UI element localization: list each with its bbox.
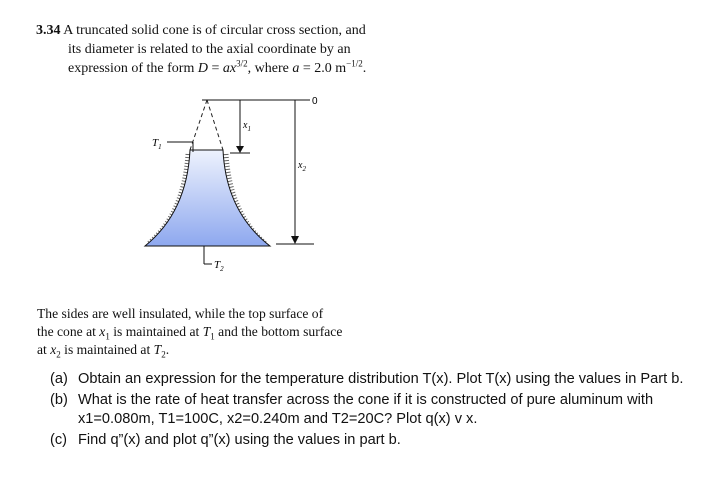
question-text: What is the rate of heat transfer across the cone if it is constructed of pure aluminum with x1=0.080m, T1=100C, x2=0.240m and T2=20C? Plot q(x) v x. bbox=[78, 391, 654, 427]
x1-arrowhead bbox=[236, 146, 244, 153]
problem-statement bbox=[36, 21, 426, 78]
paragraph-line-2: the cone at $x_1$ is maintained at $T_1$ and the bottom surface bbox=[37, 324, 343, 342]
label-x2: $x_2$ bbox=[298, 160, 306, 173]
question-label: (a) bbox=[50, 371, 68, 387]
cone-body bbox=[145, 150, 270, 246]
question-text: Obtain an expression for the temperature distribution T(x). Plot T(x) using the values in Part b. bbox=[78, 371, 684, 387]
question-label: (c) bbox=[50, 431, 68, 448]
problem-text-1: A truncated solid cone is of circular cross section, and bbox=[63, 23, 366, 38]
apex-dash-right bbox=[207, 100, 223, 150]
paragraph-line-3: at $x_2$ is maintained at $T_2$. bbox=[37, 342, 170, 360]
question-b bbox=[50, 391, 700, 430]
truncated-cone-figure bbox=[130, 84, 330, 280]
question-list bbox=[50, 370, 700, 450]
question-c bbox=[50, 431, 700, 451]
problem-line-2: its diameter is related to the axial coordinate by an bbox=[68, 42, 351, 57]
paragraph-line-1: The sides are well insulated, while the top surface of bbox=[37, 306, 324, 321]
label-t2: $T_2$ bbox=[214, 259, 224, 273]
label-t1: $T_1$ bbox=[152, 137, 162, 151]
question-a bbox=[50, 370, 700, 390]
label-origin: 0 bbox=[312, 96, 318, 107]
problem-paragraph bbox=[37, 305, 397, 359]
problem-number: 3.34 bbox=[36, 23, 61, 38]
question-text: Find q”(x) and plot q”(x) using the values in part b. bbox=[78, 431, 401, 448]
question-label: (b) bbox=[50, 391, 68, 408]
problem-line-1 bbox=[36, 21, 426, 40]
x2-arrowhead bbox=[291, 236, 299, 244]
problem-line-3: expression of the form $D = ax^{3/2}$, where a = 2.0 $m^{-1/2}$. bbox=[68, 58, 367, 76]
label-x1: $x_1$ bbox=[243, 120, 251, 133]
